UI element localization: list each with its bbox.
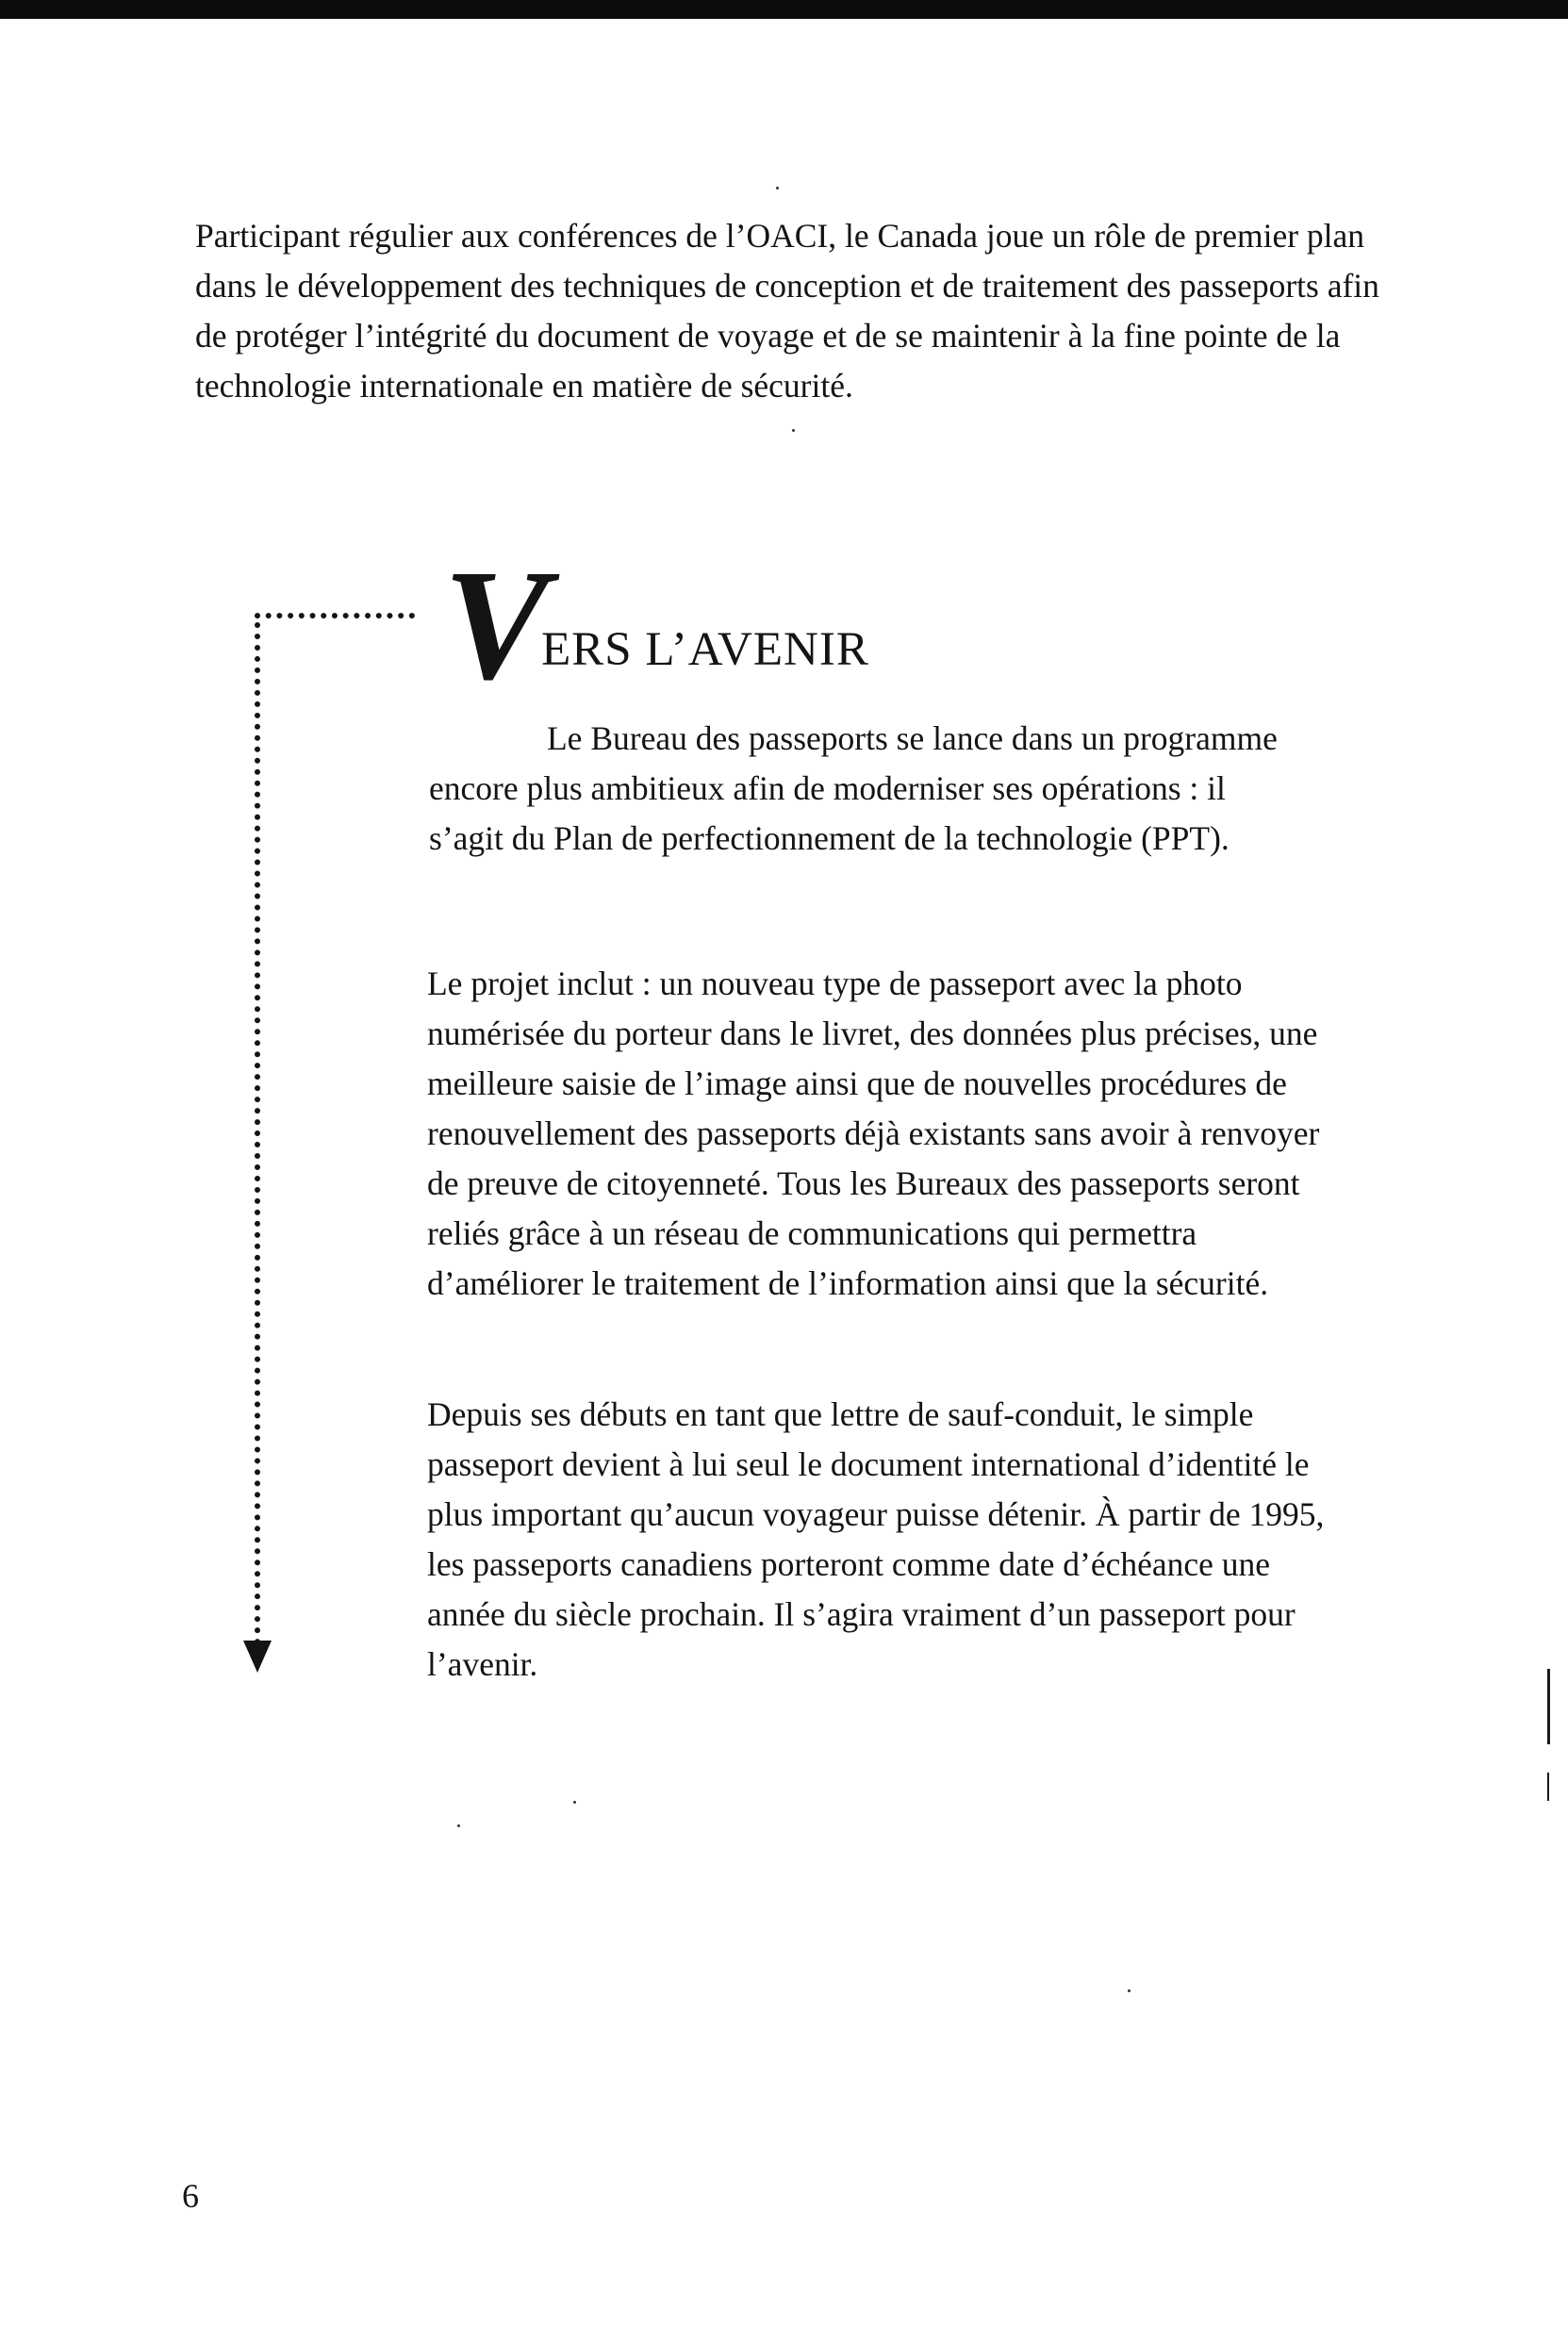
section-paragraph: Depuis ses débuts en tant que lettre de sauf-conduit, le simple passeport devient à lui seul le document international d’identité le plus important qu’aucun voyageur puisse détenir. À partir de 1995, les passeports canadiens porteront comme date d’échéance une année du siècle prochain. Il s’agira vraiment d’un passeport pour l’avenir. [427,1395,1325,1683]
dotted-leader-horizontal [255,613,415,622]
scan-speck [1128,1989,1131,1992]
dotted-leader-vertical [255,622,266,1645]
scan-speck [792,429,795,432]
section-paragraph: Le projet inclut : un nouveau type de passeport avec la photo numérisée du porteur dans le livret, des données plus précises, une meilleure saisie de l’image ainsi que de nouvelles procédures de renouvellement des passeports déjà existants sans avoir à renvoyer de preuve de citoyenneté. Tous les Bureaux des passeports seront reliés grâce à un réseau de communications qui permettra d’améliorer le traitement de l’information ainsi que la sécurité. [427,965,1320,1302]
heading-drop-cap: V [443,537,542,713]
intro-paragraph: Participant régulier aux conférences de l’OACI, le Canada joue un rôle de premier plan dans le développement des techniques de conception et de traitement des passeports afin de protéger l’intégrité du document de voyage et de se maintenir à la fine pointe de la technologie internationale en matière de sécurité. [195,217,1379,404]
arrow-down-icon [243,1641,272,1673]
scan-margin-mark [1547,1669,1550,1744]
section-heading [443,537,869,713]
scan-top-edge [0,0,1568,19]
heading-text: ERS L’AVENIR [541,623,869,676]
scan-speck [573,1801,576,1804]
section-paragraph: Le Bureau des passeports se lance dans un programme encore plus ambitieux afin de moderniser ses opérations : il s’agit du Plan de perfectionnement de la technologie (PPT). [429,719,1278,857]
page-number: 6 [182,2177,199,2215]
scan-speck [776,187,779,190]
scan-speck [457,1824,460,1827]
scan-margin-mark [1547,1773,1549,1801]
